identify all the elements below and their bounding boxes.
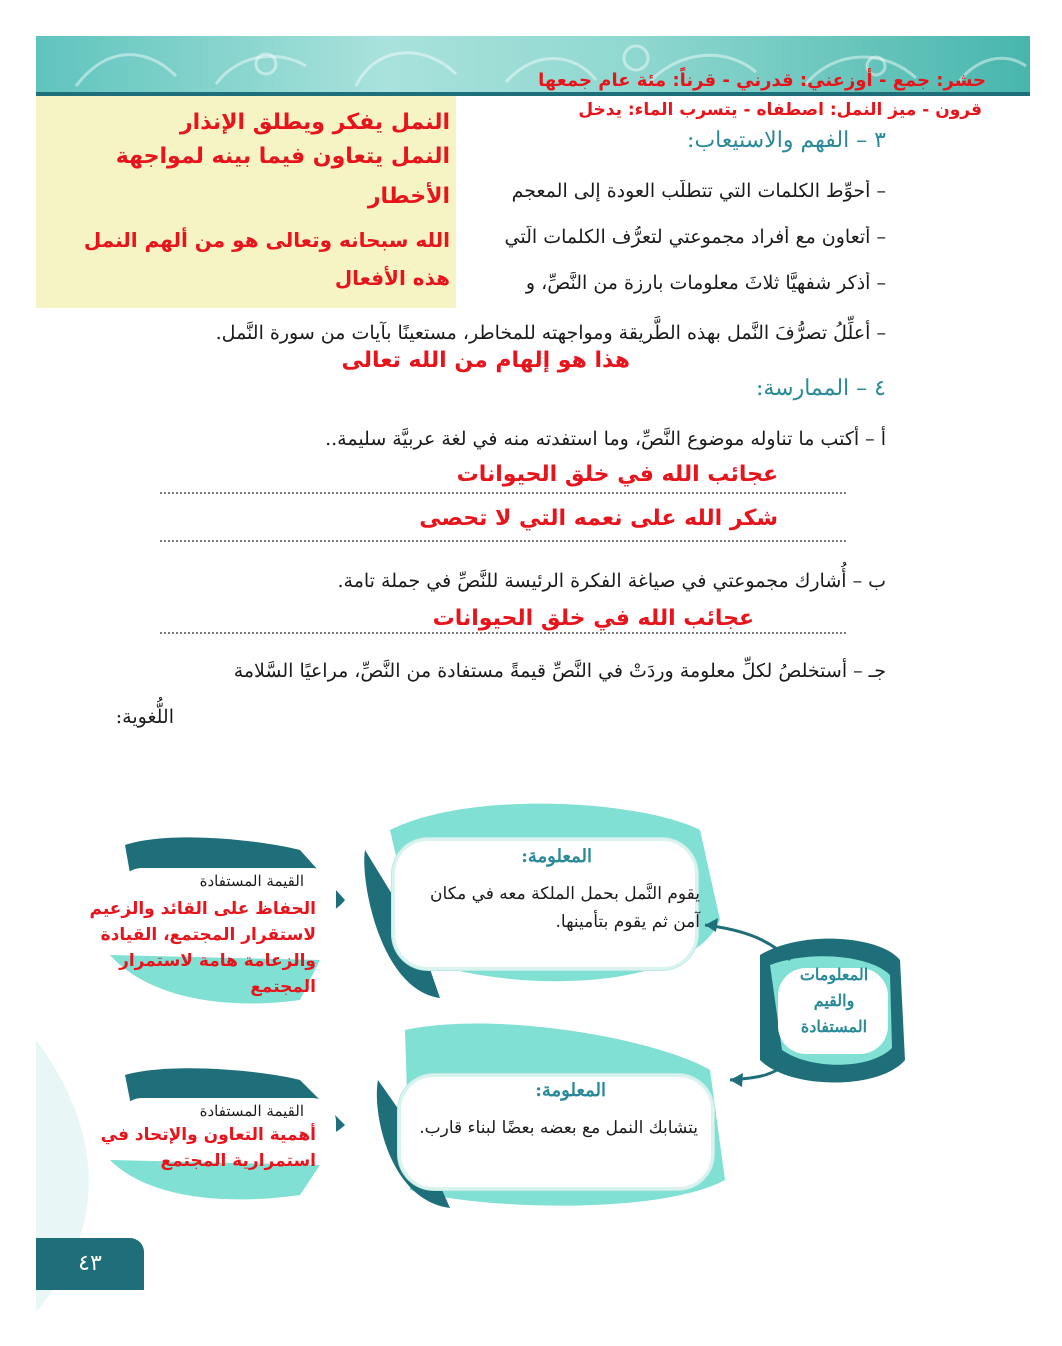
section-4-b-text: ب – أُشارك مجموعتي في صياغة الفكرة الرئيسة للنَّصِّ في جملة تامة. (337, 570, 886, 592)
info-2-title: المعلومة: (535, 1080, 606, 1101)
value-1-answer: الحفاظ على القائد والزعيم لاستقرار المجتمع، القيادة والزعامة هامة لاستمرار المجتمع (89, 899, 316, 997)
vocab-line-1: حشر: جمع - أوزعني: قدرني - قرناً: مئة عام جمعها (538, 70, 986, 91)
info-1-text: يقوم النَّمل بحمل الملكة معه في مكان آمن ثم يقوم بتأمينها. (430, 884, 700, 932)
page-number: ٤٣ (78, 1251, 102, 1276)
section-3-red-answer: هذا هو إلهام من الله تعالى (341, 348, 630, 373)
a-answer-2: شكر الله على نعمه التي لا تحصى (419, 506, 778, 531)
section-4-c-line-1: جـ – أستخلصُ لكلِّ معلومة وردَتْ في النَّصِّ قيمةً مستفادة من النَّصِّ، مراعيًا السَّلامة (233, 660, 886, 682)
note-line-3: الأخطار (367, 184, 450, 209)
a-answer-1: عجائب الله في خلق الحيوانات (456, 462, 778, 487)
vocab-line-2: قرون - ميز النمل: اصطفاه - يتسرب الماء: يدخل (578, 100, 982, 120)
info-1-title: المعلومة: (521, 846, 592, 867)
note-line-4: الله سبحانه وتعالى هو من ألهم النمل (83, 228, 450, 252)
section-3-item-3: – أذكر شفهيًّا ثلاثَ معلومات بارزة من النَّصِّ، و (525, 272, 886, 294)
section-3-title: ٣ – الفهم والاستيعاب: (687, 128, 886, 153)
note-line-1: النمل يفكر ويطلق الإنذار (180, 110, 450, 135)
section-3-item-1: – أحوِّط الكلمات التي تتطلَّب العودة إلى المعجم (511, 180, 886, 202)
bottom-wash (36, 1000, 1030, 1312)
note-line-5: هذه الأفعال (334, 266, 450, 290)
section-3-item-4: – أعلِّلُ تصرُّفَ النَّمل بهذه الطَّريقة ومواجهته للمخاطر، مستعينًا بآيات من سورة النَّمل. (215, 322, 886, 344)
value-2-label: القيمة المستفادة (199, 1102, 304, 1120)
value-1-label: القيمة المستفادة (199, 872, 304, 890)
value-2-answer: أهمية التعاون والإتحاد في استمرارية المجتمع (100, 1125, 316, 1171)
center-node-label: المعلومات والقيم المستفادة (799, 965, 869, 1036)
section-4-c-line-2: اللُّغوية: (115, 706, 174, 728)
note-line-2: النمل يتعاون فيما بينه لمواجهة (115, 144, 450, 169)
section-4-title: ٤ – الممارسة: (755, 376, 886, 401)
section-4-a-text: أ – أكتب ما تناوله موضوع النَّصِّ، وما استفدته منه في لغة عربيَّة سليمة.. (325, 428, 886, 450)
section-3-item-2: – أتعاون مع أفراد مجموعتي لتعرُّف الكلمات الّتي (504, 226, 886, 248)
b-answer: عجائب الله في خلق الحيوانات (432, 606, 754, 631)
info-2-text: يتشابك النمل مع بعضه بعضًا لبناء قارب. (419, 1118, 698, 1138)
